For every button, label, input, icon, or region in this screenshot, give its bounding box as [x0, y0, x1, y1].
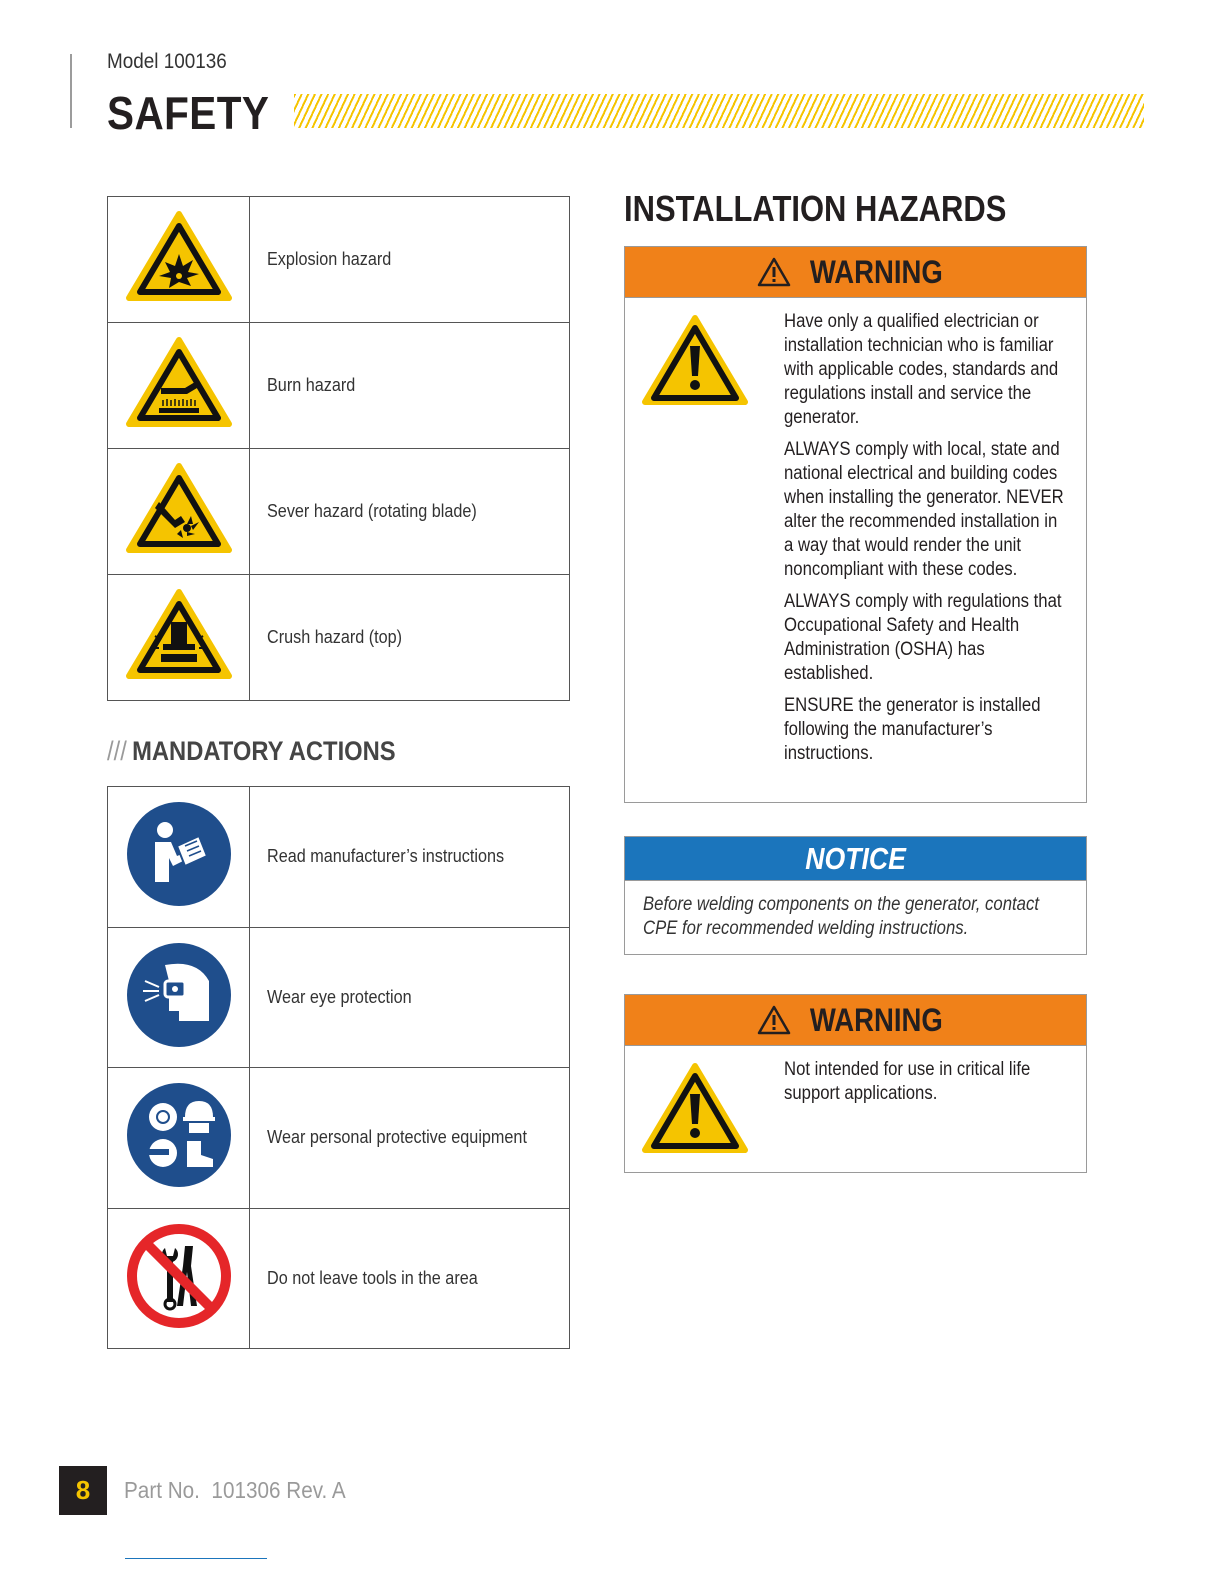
part-number: Part No. 101306 Rev. A	[124, 1477, 346, 1503]
table-row	[108, 787, 570, 928]
warning-paragraph: ALWAYS comply with local, state and national electrical and building codes when installing the generator. NEVER alter the recommended installation in a way that would render the unit noncompliant with these codes.	[784, 439, 1064, 580]
warning-label: WARNING	[809, 253, 944, 290]
no-tools-icon	[125, 1222, 233, 1330]
warning-paragraph: Not intended for use in critical life support applications.	[784, 1059, 1031, 1104]
section-title: SAFETY	[107, 87, 270, 139]
heading-slashes: ///	[107, 736, 127, 766]
notice-label: NOTICE	[805, 840, 906, 876]
hazard-label: Explosion hazard	[267, 249, 392, 269]
eye-protection-icon	[125, 941, 233, 1049]
read-manual-icon	[125, 800, 233, 908]
table-row	[108, 1208, 570, 1349]
warning-exclamation-icon	[641, 1062, 749, 1156]
hazard-table	[107, 196, 570, 701]
warning-paragraph: ALWAYS comply with regulations that Occupational Safety and Health Administration (OSHA) has established.	[784, 591, 1062, 684]
warning-box	[624, 246, 1087, 803]
warning-paragraph: Have only a qualified electrician or installation technician who is familiar with applicable codes, standards and regulations install and service the generator.	[784, 311, 1059, 428]
warning-header	[625, 247, 1086, 298]
ppe-icon	[125, 1081, 233, 1189]
mandatory-label: Do not leave tools in the area	[267, 1267, 478, 1288]
warning-exclamation-icon	[641, 314, 749, 408]
mandatory-label: Wear eye protection	[267, 986, 412, 1007]
warning-box	[624, 994, 1087, 1173]
warning-triangle-small-icon	[757, 1005, 791, 1035]
table-row	[108, 449, 570, 575]
table-row	[108, 197, 570, 323]
notice-text: Before welding components on the generator, contact CPE for recommended welding instructions.	[643, 894, 1039, 939]
footer-rule	[125, 1558, 267, 1559]
mandatory-label: Wear personal protective equipment	[267, 1127, 527, 1148]
table-row	[108, 575, 570, 701]
warning-label: WARNING	[809, 1001, 944, 1038]
page-number: 8	[59, 1466, 107, 1515]
explosion-hazard-icon	[125, 210, 233, 304]
notice-box	[624, 836, 1087, 955]
hazard-label: Burn hazard	[267, 375, 356, 395]
warning-paragraph: ENSURE the generator is installed following the manufacturer’s instructions.	[784, 695, 1041, 764]
header-stripes	[294, 94, 1144, 128]
model-number: Model 100136	[107, 50, 227, 73]
burn-hazard-icon	[125, 336, 233, 430]
hazard-label: Crush hazard (top)	[267, 627, 403, 647]
warning-header	[625, 995, 1086, 1046]
installation-hazards-heading: INSTALLATION HAZARDS	[624, 188, 1007, 229]
notice-header	[625, 837, 1086, 881]
hazard-label: Sever hazard (rotating blade)	[267, 501, 477, 521]
warning-triangle-small-icon	[757, 257, 791, 287]
mandatory-label: Read manufacturer’s instructions	[267, 846, 505, 867]
header-rule	[70, 54, 72, 128]
table-row	[108, 323, 570, 449]
crush-hazard-icon	[125, 588, 233, 682]
table-row	[108, 1068, 570, 1209]
mandatory-actions-heading	[107, 736, 396, 767]
sever-hazard-icon	[125, 462, 233, 556]
mandatory-heading-text: MANDATORY ACTIONS	[132, 736, 396, 766]
mandatory-table	[107, 786, 570, 1349]
table-row	[108, 927, 570, 1068]
